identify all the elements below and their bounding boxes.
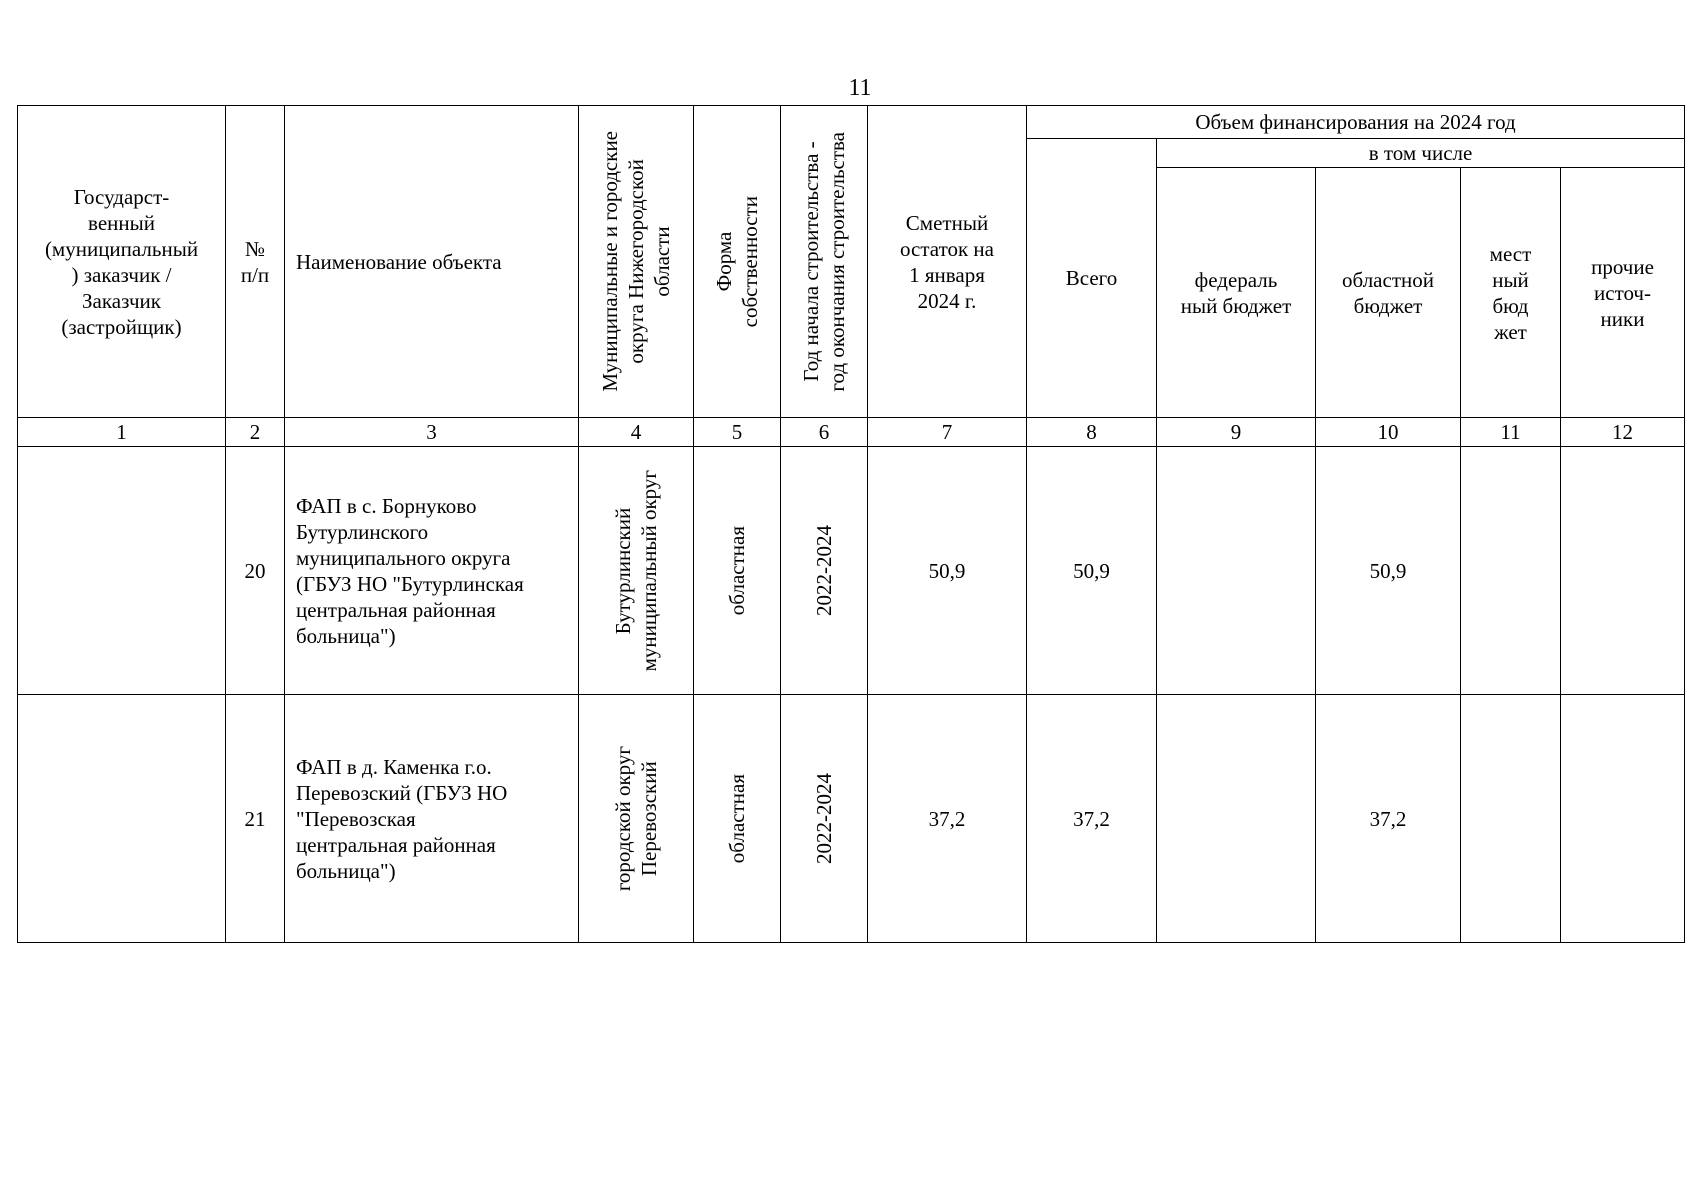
table-row — [18, 447, 1685, 695]
cell-number: 21 — [226, 695, 285, 943]
cell-federal — [1157, 447, 1316, 695]
header-estimate-remainder: Сметный остаток на 1 января 2024 г. — [868, 106, 1027, 418]
column-number: 10 — [1316, 418, 1461, 447]
column-number: 7 — [868, 418, 1027, 447]
header-number: № п/п — [226, 106, 285, 418]
column-number: 5 — [694, 418, 781, 447]
column-number: 12 — [1561, 418, 1685, 447]
cell-other — [1561, 695, 1685, 943]
cell-district: Бутурлинский муниципальный округ — [579, 447, 694, 695]
cell-object-name: ФАП в с. Борнуково Бутурлинского муниципального округа (ГБУЗ НО "Бутурлинская центральная районная больница") — [285, 447, 579, 695]
header-local-budget: мест ный бюд жет — [1461, 168, 1561, 418]
header-ownership: Форма собственности — [694, 106, 781, 418]
header-federal-budget: федераль ный бюджет — [1157, 168, 1316, 418]
header-district: Муниципальные и городские округа Нижегородской области — [579, 106, 694, 418]
table-row — [18, 695, 1685, 943]
header-object-name: Наименование объекта — [285, 106, 579, 418]
cell-customer — [18, 447, 226, 695]
column-number: 6 — [781, 418, 868, 447]
column-number: 1 — [18, 418, 226, 447]
column-number: 2 — [226, 418, 285, 447]
cell-years: 2022-2024 — [781, 695, 868, 943]
cell-local — [1461, 695, 1561, 943]
header-years: Год начала строительства - год окончания строительства — [781, 106, 868, 418]
cell-estimate-remainder: 37,2 — [868, 695, 1027, 943]
cell-district: городской округ Перевозский — [579, 695, 694, 943]
cell-local — [1461, 447, 1561, 695]
cell-other — [1561, 447, 1685, 695]
header-other-sources: прочие источ- ники — [1561, 168, 1685, 418]
header-funding-group: Объем финансирования на 2024 год — [1027, 106, 1685, 139]
construction-objects-table — [17, 105, 1685, 943]
header-including: в том числе — [1157, 139, 1685, 168]
cell-estimate-remainder: 50,9 — [868, 447, 1027, 695]
cell-ownership: областная — [694, 695, 781, 943]
page-number: 11 — [848, 75, 872, 101]
cell-regional: 37,2 — [1316, 695, 1461, 943]
header-row-top — [18, 106, 1685, 139]
cell-ownership: областная — [694, 447, 781, 695]
cell-number: 20 — [226, 447, 285, 695]
cell-years: 2022-2024 — [781, 447, 868, 695]
cell-total: 37,2 — [1027, 695, 1157, 943]
column-number: 3 — [285, 418, 579, 447]
column-number: 8 — [1027, 418, 1157, 447]
header-customer: Государст- венный (муниципальный ) заказчик / Заказчик (застройщик) — [18, 106, 226, 418]
header-total: Всего — [1027, 139, 1157, 418]
cell-total: 50,9 — [1027, 447, 1157, 695]
column-number: 9 — [1157, 418, 1316, 447]
cell-regional: 50,9 — [1316, 447, 1461, 695]
cell-federal — [1157, 695, 1316, 943]
header-regional-budget: областной бюджет — [1316, 168, 1461, 418]
column-number: 11 — [1461, 418, 1561, 447]
cell-object-name: ФАП в д. Каменка г.о. Перевозский (ГБУЗ НО "Перевозская центральная районная больница") — [285, 695, 579, 943]
column-number: 4 — [579, 418, 694, 447]
column-numbers-row — [18, 418, 1685, 447]
cell-customer — [18, 695, 226, 943]
